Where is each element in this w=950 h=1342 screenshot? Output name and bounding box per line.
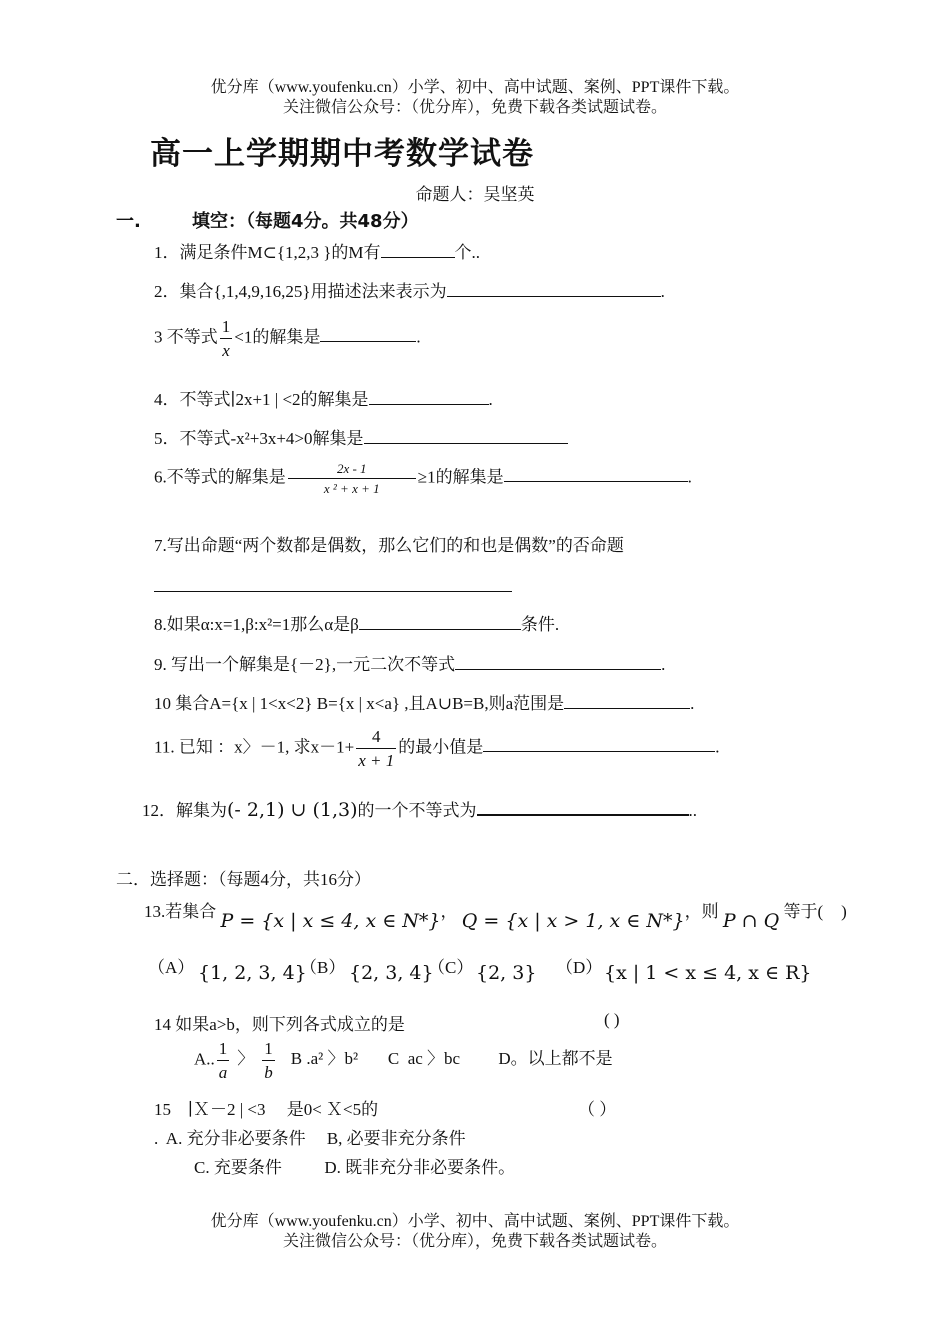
option-B-label: （B） [300, 958, 346, 977]
option-A-label: A.. [194, 1049, 215, 1069]
answer-blank-11[interactable] [483, 734, 715, 752]
question-6 [154, 462, 692, 495]
question-2 [154, 277, 665, 302]
answer-blank-9[interactable] [455, 652, 661, 670]
question-13: 13.若集合 P = {x | x ≤ 4, x ∈ N*}， Q = {x | x > 1, x ∈ N*}，则 P ∩ Q 等于( ) [144, 902, 847, 932]
answer-blank-3[interactable] [320, 324, 416, 342]
question-6-prefix: 6.不等式的解集是 [154, 467, 286, 487]
fraction-numerator: 2x - 1 [336, 461, 367, 476]
greater-than-symbol: 〉 [237, 1049, 255, 1069]
question-14: 14 如果a>b，则下列各式成立的是 [154, 1015, 405, 1034]
question-12-tail: .. [688, 801, 698, 820]
set-P-intersect-Q: P ∩ Q [722, 910, 780, 932]
question-15-options-line-1: . A. 充分非必要条件 B, 必要非充分条件 [154, 1129, 466, 1148]
question-3-tail: . [416, 327, 421, 347]
fraction-4-over-x-plus-1 [356, 728, 396, 769]
question-11-tail: . [715, 737, 720, 757]
question-13-equals: 等于( [783, 902, 824, 921]
question-12-interval: (- 2,1) ∪ (1,3) [227, 799, 358, 821]
header-line-2: 关注微信公众号：（优分库），免费下载各类试题试卷。 [282, 99, 667, 116]
set-Q: Q = {x | x > 1, x ∈ N*} [461, 910, 685, 932]
question-10-tail: . [690, 694, 695, 713]
question-13-paren-close: ) [841, 902, 847, 921]
fraction-q6 [288, 462, 416, 495]
answer-blank-10[interactable] [564, 691, 690, 709]
question-14-answer-paren[interactable]: ( ) [604, 1010, 620, 1029]
question-1-tail: 个.. [454, 243, 481, 262]
fraction-denominator: a [217, 1060, 230, 1081]
question-9-tail: . [661, 655, 666, 674]
fraction-numerator: 1 [221, 317, 231, 336]
question-15-options-line-2: C. 充要条件 D. 既非充分非必要条件。 [194, 1158, 516, 1177]
question-8-text: 8.如果α:x=1,β:x²=1那么α是β [154, 615, 359, 634]
question-4-text: 4．不等式∣2x+1 | <2的解集是 [154, 390, 369, 409]
question-11-text: 的最小值是 [398, 737, 484, 757]
question-11 [154, 728, 720, 769]
question-13-prefix: 13.若集合 [144, 902, 217, 921]
answer-blank-2[interactable] [447, 279, 661, 297]
fraction-1-over-a [217, 1040, 230, 1081]
section-2-heading: 二．选择题：（每题4分，共16分） [116, 870, 371, 889]
fraction-numerator: 4 [371, 727, 381, 746]
question-9-text: 9. 写出一个解集是{－2},一元二次不等式 [154, 655, 456, 674]
section-1-number: 一. [116, 211, 141, 232]
question-12-prefix: 12．解集为 [142, 801, 227, 820]
question-12 [142, 796, 697, 821]
question-15-answer-paren[interactable]: （ ） [578, 1100, 617, 1119]
question-7: 7.写出命题“两个数都是偶数，那么它们的和也是偶数”的否命题 [154, 536, 624, 555]
question-9 [154, 650, 665, 675]
question-13-then: ，则 [684, 902, 719, 921]
fraction-denominator: b [262, 1060, 275, 1081]
question-10 [154, 689, 694, 714]
question-3-text: <1的解集是 [234, 327, 321, 347]
answer-blank-1[interactable] [381, 240, 455, 258]
answer-blank-4[interactable] [369, 387, 489, 405]
question-11-prefix: 11. 已知 ：x〉－1, 求x－1+ [154, 737, 355, 757]
answer-blank-12[interactable] [477, 797, 689, 816]
question-12-text: 的一个不等式为 [357, 801, 477, 820]
question-1-text: 1．满足条件M⊂{1,2,3 }的M有 [154, 243, 381, 262]
question-5-text: 5．不等式-x²+3x+4>0解集是 [154, 429, 364, 448]
question-1 [154, 238, 480, 263]
section-1-heading: 填空：（每题4分。共48分） [192, 211, 419, 232]
fraction-denominator: x ² + x + 1 [288, 478, 416, 495]
answer-blank-7[interactable] [154, 574, 512, 592]
exam-author: 命题人：吴坚英 [415, 185, 535, 204]
option-C-label: （C） [428, 958, 474, 977]
fraction-denominator: x + 1 [356, 748, 396, 769]
question-6-text: ≥1的解集是 [417, 467, 504, 487]
options-B-C-D: B .a² 〉b² C ac 〉bc D。以上都不是 [290, 1049, 613, 1069]
option-C-value[interactable]: {2, 3} [476, 962, 537, 984]
answer-blank-6[interactable] [504, 464, 688, 482]
fraction-1-over-x [220, 318, 233, 359]
option-A-value[interactable]: {1, 2, 3, 4} [198, 962, 307, 984]
fraction-1-over-b [262, 1040, 275, 1081]
question-2-tail: . [660, 282, 665, 301]
question-6-tail: . [687, 467, 692, 487]
footer-line-2: 关注微信公众号：（优分库），免费下载各类试题试卷。 [282, 1233, 667, 1250]
question-4 [154, 385, 493, 410]
question-5 [154, 424, 568, 449]
option-D-value[interactable]: {x | 1 < x ≤ 4, x ∈ R} [604, 962, 812, 984]
fraction-numerator: 1 [218, 1039, 228, 1058]
question-2-text: 2．集合{,1,4,9,16,25}用描述法来表示为 [154, 282, 447, 301]
header-line-1: 优分库（www.youfenku.cn）小学、初中、高中试题、案例、PPT课件下载。 [210, 79, 740, 96]
question-3-prefix: 3 不等式 [154, 327, 218, 347]
answer-blank-8[interactable] [359, 612, 521, 630]
question-15: 15 ∣Ｘ－2 | <3 是0< Ｘ<5的 [154, 1100, 379, 1119]
question-8 [154, 610, 559, 635]
question-14-options [194, 1040, 613, 1081]
question-4-tail: . [488, 390, 493, 409]
answer-blank-5[interactable] [364, 426, 568, 444]
option-A-label: （A） [148, 958, 195, 977]
fraction-numerator: 1 [264, 1039, 273, 1058]
set-P: P = {x | x ≤ 4, x ∈ N*} [220, 910, 441, 932]
question-10-text: 10 集合A={x | 1<x<2} B={x | x<a} ,且A∪B=B,则a范围是 [154, 694, 565, 713]
exam-title: 高一上学期期中考数学试卷 [150, 136, 534, 171]
question-8-tail: 条件. [520, 615, 560, 634]
option-B-value[interactable]: {2, 3, 4} [349, 962, 434, 984]
option-D-label: （D） [556, 958, 603, 977]
fraction-denominator: x [220, 338, 233, 359]
footer-line-1: 优分库（www.youfenku.cn）小学、初中、高中试题、案例、PPT课件下载。 [210, 1213, 740, 1230]
question-3 [154, 318, 421, 359]
